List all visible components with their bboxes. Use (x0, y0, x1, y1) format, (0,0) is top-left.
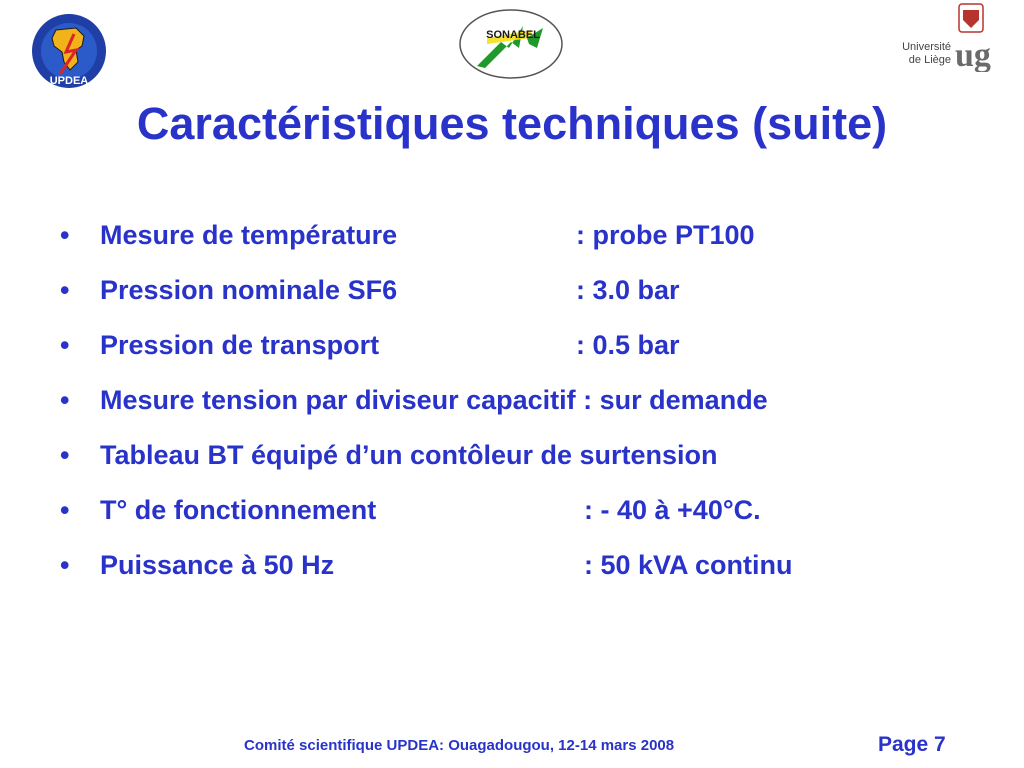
bullet-value: : 0.5 bar (576, 330, 680, 360)
bullet-dot-icon: • (60, 330, 70, 360)
bullet-value: : 3.0 bar (576, 275, 680, 305)
bullet-value: : - 40 à +40°C. (584, 495, 761, 525)
slide-title: Caractéristiques techniques (suite) (136, 98, 888, 149)
bullet-label: Puissance à 50 Hz (100, 550, 335, 580)
ulg-logo (895, 2, 993, 72)
bullet-value: : probe PT100 (576, 220, 755, 250)
sonabel-logo-text: SONABEL (486, 29, 540, 41)
ulg-logo-line1: Université (902, 41, 951, 53)
bullet-dot-icon: • (60, 275, 70, 305)
bullet-dot-icon: • (60, 385, 70, 415)
bullet-label: Mesure tension par diviseur capacitif : sur demande (100, 385, 768, 415)
bullet-dot-icon: • (60, 220, 70, 250)
footer-text: Comité scientifique UPDEA: Ouagadougou, 12-14 mars 2008 (244, 737, 675, 754)
bullet-label: Pression nominale SF6 (100, 275, 398, 305)
bullet-dot-icon: • (60, 440, 70, 470)
updea-logo (30, 12, 108, 90)
bullet-dot-icon: • (60, 495, 70, 525)
bullet-label: Mesure de température (100, 220, 398, 250)
sonabel-logo (457, 8, 565, 80)
bullet-label: Pression de transport (100, 330, 380, 360)
updea-logo-text: UPDEA (49, 75, 89, 87)
bullet-label: Tableau BT équipé d’un contôleur de surtension (100, 440, 718, 470)
page-number: Page 7 (878, 733, 946, 756)
ulg-logo-mark: ug (955, 37, 991, 72)
ulg-logo-line2: de Liège (908, 54, 951, 66)
bullet-value: : 50 kVA continu (584, 550, 793, 580)
bullet-label: T° de fonctionnement (100, 495, 377, 525)
bullet-dot-icon: • (60, 550, 70, 580)
